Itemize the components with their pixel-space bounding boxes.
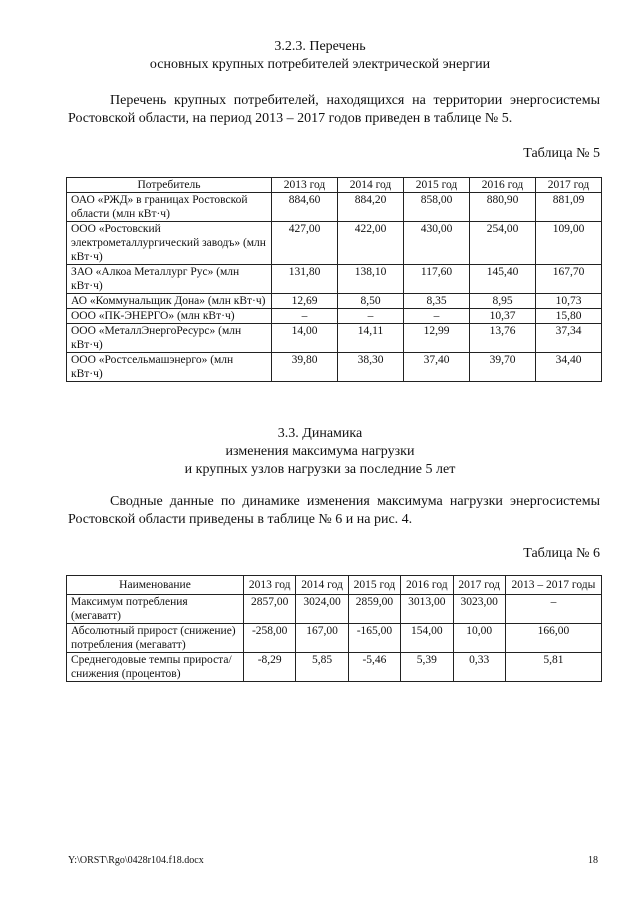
table-5-header-row — [67, 178, 602, 193]
table-cell-name: АО «Коммунальщик Дона» (млн кВт·ч) — [67, 294, 272, 309]
table-row — [67, 595, 602, 624]
table-5-header-cell: Потребитель — [67, 178, 272, 193]
table-cell: 117,60 — [404, 265, 470, 294]
table-cell: – — [338, 309, 404, 324]
section-1-title: 3.2.3. Перечень — [274, 39, 366, 54]
table-row — [67, 653, 602, 682]
section-1-paragraph: Перечень крупных потребителей, находящихся на территории энергосистемы Ростовской области, на период 2013 – 2017 годов приведен в таблице № 5. — [68, 93, 600, 126]
table-6-header-cell: 2016 год — [401, 576, 453, 595]
table-6 — [66, 575, 602, 682]
table-row — [67, 309, 602, 324]
table-6-header-cell: 2017 год — [453, 576, 505, 595]
table-cell: 5,39 — [401, 653, 453, 682]
section-2-paragraph: Сводные данные по динамике изменения максимума нагрузки энергосистемы Ростовской области приведены в таблице № 6 и на рис. 4. — [68, 494, 600, 527]
table-cell: 39,70 — [470, 353, 536, 382]
table-5-header-cell: 2017 год — [536, 178, 602, 193]
table-cell: 167,00 — [296, 624, 348, 653]
table-cell: 858,00 — [404, 193, 470, 222]
page-number: 18 — [588, 855, 598, 866]
table-cell: 880,90 — [470, 193, 536, 222]
table-cell: 37,40 — [404, 353, 470, 382]
table-cell: 167,70 — [536, 265, 602, 294]
table-cell: 12,99 — [404, 324, 470, 353]
table-cell: 2857,00 — [244, 595, 296, 624]
table-cell: – — [505, 595, 601, 624]
table-6-header-row — [67, 576, 602, 595]
table-6-caption: Таблица № 6 — [523, 546, 600, 561]
table-5 — [66, 177, 602, 382]
table-cell: 38,30 — [338, 353, 404, 382]
table-row — [67, 324, 602, 353]
table-cell: 254,00 — [470, 222, 536, 265]
table-cell: 37,34 — [536, 324, 602, 353]
table-cell-name: ООО «ПК-ЭНЕРГО» (млн кВт·ч) — [67, 309, 272, 324]
table-cell: 8,50 — [338, 294, 404, 309]
section-2-title: 3.3. Динамика — [277, 426, 363, 441]
table-row — [67, 265, 602, 294]
table-cell: 2859,00 — [348, 595, 400, 624]
table-cell: 884,20 — [338, 193, 404, 222]
table-cell: 131,80 — [272, 265, 338, 294]
table-6-header-cell: 2013 – 2017 годы — [505, 576, 601, 595]
table-cell-name: ООО «МеталлЭнергоРесурс» (млн кВт·ч) — [67, 324, 272, 353]
table-cell: 34,40 — [536, 353, 602, 382]
section-2-heading — [0, 425, 640, 479]
table-cell: 154,00 — [401, 624, 453, 653]
section-1-heading — [0, 38, 640, 74]
table-cell: -165,00 — [348, 624, 400, 653]
table-cell: 138,10 — [338, 265, 404, 294]
table-cell: -8,29 — [244, 653, 296, 682]
table-cell: 109,00 — [536, 222, 602, 265]
table-cell: 3013,00 — [401, 595, 453, 624]
table-cell: 8,95 — [470, 294, 536, 309]
table-cell-name: ООО «Ростовский электрометаллургический заводъ» (млн кВт·ч) — [67, 222, 272, 265]
table-cell: 10,37 — [470, 309, 536, 324]
table-cell: 5,81 — [505, 653, 601, 682]
table-cell: 430,00 — [404, 222, 470, 265]
table-row — [67, 294, 602, 309]
table-cell: 145,40 — [470, 265, 536, 294]
table-cell: 166,00 — [505, 624, 601, 653]
table-cell: 5,85 — [296, 653, 348, 682]
table-cell-name: ЗАО «Алкоа Металлург Рус» (млн кВт·ч) — [67, 265, 272, 294]
table-cell: 39,80 — [272, 353, 338, 382]
table-cell: 14,11 — [338, 324, 404, 353]
table-6-header-cell: 2013 год — [244, 576, 296, 595]
table-cell-name: ООО «Ростсельмашэнерго» (млн кВт·ч) — [67, 353, 272, 382]
table-cell: -5,46 — [348, 653, 400, 682]
table-cell: 3024,00 — [296, 595, 348, 624]
table-cell-name: Среднегодовые темпы прироста/снижения (процентов) — [67, 653, 244, 682]
table-cell: 8,35 — [404, 294, 470, 309]
table-cell: -258,00 — [244, 624, 296, 653]
table-5-header-cell: 2014 год — [338, 178, 404, 193]
table-6-header-cell: Наименование — [67, 576, 244, 595]
table-row — [67, 193, 602, 222]
table-cell: 15,80 — [536, 309, 602, 324]
table-cell-name: Абсолютный прирост (снижение) потребления (мегаватт) — [67, 624, 244, 653]
table-cell-name: ОАО «РЖД» в границах Ростовской области (млн кВт·ч) — [67, 193, 272, 222]
table-cell: 881,09 — [536, 193, 602, 222]
table-6-header-cell: 2015 год — [348, 576, 400, 595]
section-2-subtitle-line2: и крупных узлов нагрузки за последние 5 лет — [184, 462, 456, 477]
table-5-header-cell: 2015 год — [404, 178, 470, 193]
table-cell: 0,33 — [453, 653, 505, 682]
table-cell: 10,73 — [536, 294, 602, 309]
table-5-caption: Таблица № 5 — [523, 146, 600, 161]
table-cell: 14,00 — [272, 324, 338, 353]
table-cell-name: Максимум потребления (мегаватт) — [67, 595, 244, 624]
table-row — [67, 353, 602, 382]
table-cell: 3023,00 — [453, 595, 505, 624]
section-2-subtitle-line1: изменения максимума нагрузки — [225, 444, 415, 459]
table-cell: – — [404, 309, 470, 324]
table-cell: 422,00 — [338, 222, 404, 265]
table-6-header-cell: 2014 год — [296, 576, 348, 595]
table-row — [67, 222, 602, 265]
table-5-header-cell: 2013 год — [272, 178, 338, 193]
section-1-subtitle: основных крупных потребителей электрической энергии — [149, 57, 491, 72]
table-row — [67, 624, 602, 653]
footer-file-path: Y:\ORST\Rgo\0428r104.f18.docx — [68, 855, 204, 866]
table-cell: 427,00 — [272, 222, 338, 265]
table-cell: 884,60 — [272, 193, 338, 222]
table-5-header-cell: 2016 год — [470, 178, 536, 193]
table-cell: 10,00 — [453, 624, 505, 653]
table-cell: – — [272, 309, 338, 324]
table-cell: 12,69 — [272, 294, 338, 309]
table-cell: 13,76 — [470, 324, 536, 353]
